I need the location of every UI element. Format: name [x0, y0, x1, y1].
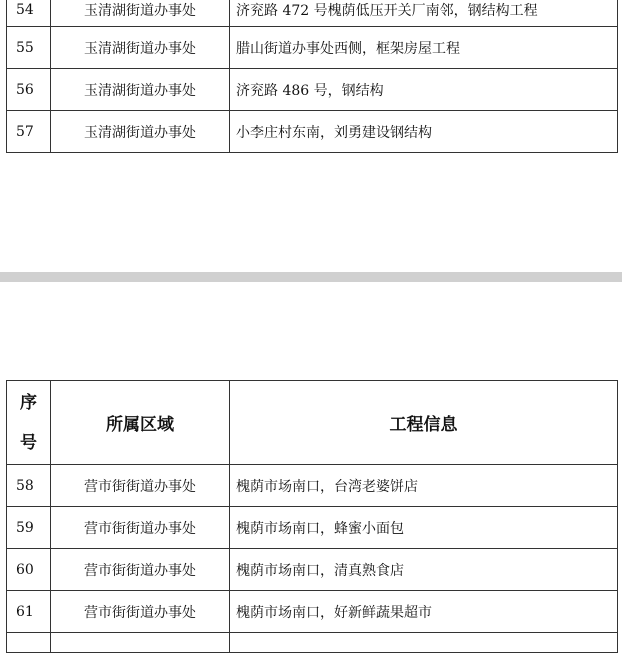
table-row	[7, 465, 618, 507]
row-area: 营市街街道办事处	[51, 549, 230, 591]
header-info: 工程信息	[230, 381, 618, 465]
row-info: 济兖路 486 号，钢结构	[230, 69, 618, 111]
row-info: 槐荫市场南口，清真熟食店	[230, 549, 618, 591]
project-table-page-1	[6, 0, 618, 153]
page-separator	[0, 272, 622, 282]
row-area: 玉清湖街道办事处	[51, 111, 230, 153]
row-area: 营市街街道办事处	[51, 465, 230, 507]
table-row	[7, 507, 618, 549]
table-row	[7, 549, 618, 591]
row-number: 55	[7, 27, 51, 69]
row-number: 59	[7, 507, 51, 549]
table-row-partial	[7, 633, 618, 653]
row-info: 济兖路 472 号槐荫低压开关厂南邻，钢结构工程	[230, 0, 618, 27]
row-number: 58	[7, 465, 51, 507]
table-row	[7, 0, 618, 27]
row-info: 腊山街道办事处西侧，框架房屋工程	[230, 27, 618, 69]
row-area: 玉清湖街道办事处	[51, 27, 230, 69]
row-info: 槐荫市场南口，台湾老婆饼店	[230, 465, 618, 507]
header-area: 所属区域	[51, 381, 230, 465]
row-info	[230, 633, 618, 653]
row-area: 玉清湖街道办事处	[51, 69, 230, 111]
row-area	[51, 633, 230, 653]
header-seq	[7, 381, 51, 465]
project-table-page-2	[6, 380, 618, 653]
row-info: 小李庄村东南，刘勇建设钢结构	[230, 111, 618, 153]
row-number: 60	[7, 549, 51, 591]
table-row	[7, 27, 618, 69]
row-area: 营市街街道办事处	[51, 591, 230, 633]
table-row	[7, 111, 618, 153]
table-header-row	[7, 381, 618, 465]
row-area: 营市街街道办事处	[51, 507, 230, 549]
row-number: 54	[7, 0, 51, 27]
row-number: 57	[7, 111, 51, 153]
row-number: 61	[7, 591, 51, 633]
row-area: 玉清湖街道办事处	[51, 0, 230, 27]
row-info: 槐荫市场南口，蜂蜜小面包	[230, 507, 618, 549]
header-seq-top: 序	[20, 392, 37, 413]
header-seq-bottom: 号	[20, 432, 37, 453]
table-row	[7, 591, 618, 633]
row-info: 槐荫市场南口，好新鲜蔬果超市	[230, 591, 618, 633]
table-row	[7, 69, 618, 111]
row-number	[7, 633, 51, 653]
row-number: 56	[7, 69, 51, 111]
